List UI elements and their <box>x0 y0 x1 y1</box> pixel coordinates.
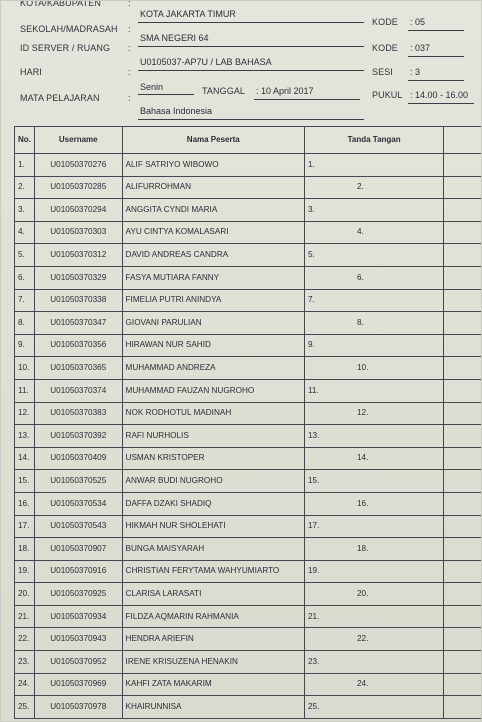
row-number: 15. <box>15 470 35 493</box>
sesi-value: : 3 <box>410 67 421 77</box>
col-header-signature: Tanda Tangan <box>304 127 443 154</box>
row-number: 22. <box>15 628 35 651</box>
row-extra-cell <box>444 538 482 561</box>
table-body <box>15 154 482 719</box>
row-username: U01050370374 <box>34 379 122 402</box>
row-number: 13. <box>15 425 35 448</box>
row-participant-name: HIKMAH NUR SHOLEHATI <box>122 515 304 538</box>
table-row <box>15 266 482 289</box>
table-row <box>15 515 482 538</box>
server-label: ID SERVER / RUANG <box>20 43 111 53</box>
row-signature-slot[interactable]: 12. <box>304 402 443 425</box>
row-username: U01050370329 <box>34 266 122 289</box>
row-extra-cell <box>444 289 482 312</box>
row-extra-cell <box>444 605 482 628</box>
row-extra-cell <box>444 696 482 719</box>
col-header-username: Username <box>34 127 122 154</box>
row-extra-cell <box>444 176 482 199</box>
row-username: U01050370916 <box>34 560 122 583</box>
server-sep: : <box>128 43 131 53</box>
table-row <box>15 425 482 448</box>
row-username: U01050370285 <box>34 176 122 199</box>
table-row <box>15 628 482 651</box>
row-signature-slot[interactable]: 22. <box>304 628 443 651</box>
row-signature-slot[interactable]: 7. <box>304 289 443 312</box>
row-extra-cell <box>444 199 482 222</box>
kota-value: KOTA JAKARTA TIMUR <box>140 9 236 19</box>
row-username: U01050370525 <box>34 470 122 493</box>
row-extra-cell <box>444 651 482 674</box>
row-number: 19. <box>15 560 35 583</box>
row-extra-cell <box>444 334 482 357</box>
table-row <box>15 154 482 177</box>
table-row <box>15 696 482 719</box>
table-row <box>15 379 482 402</box>
row-extra-cell <box>444 266 482 289</box>
row-extra-cell <box>444 628 482 651</box>
row-username: U01050370365 <box>34 357 122 380</box>
hari-label: HARI <box>20 67 42 77</box>
row-participant-name: KAHFI ZATA MAKARIM <box>122 673 304 696</box>
row-number: 2. <box>15 176 35 199</box>
row-signature-slot[interactable]: 9. <box>304 334 443 357</box>
sesi-label: SESI <box>372 67 393 77</box>
row-participant-name: GIOVANI PARULIAN <box>122 312 304 335</box>
row-signature-slot[interactable]: 19. <box>304 560 443 583</box>
row-signature-slot[interactable]: 20. <box>304 583 443 606</box>
row-participant-name: KHAIRUNNISA <box>122 696 304 719</box>
row-username: U01050370383 <box>34 402 122 425</box>
row-signature-slot[interactable]: 24. <box>304 673 443 696</box>
row-participant-name: AYU CINTYA KOMALASARI <box>122 221 304 244</box>
hari-value: Senin <box>140 82 164 92</box>
col-header-no: No. <box>15 127 35 154</box>
row-participant-name: ALIFURROHMAN <box>122 176 304 199</box>
kode1-label: KODE <box>372 17 398 27</box>
row-username: U01050370276 <box>34 154 122 177</box>
row-number: 1. <box>15 154 35 177</box>
row-number: 11. <box>15 379 35 402</box>
table-row <box>15 176 482 199</box>
table-row <box>15 221 482 244</box>
attendance-table <box>14 126 482 719</box>
row-username: U01050370543 <box>34 515 122 538</box>
row-extra-cell <box>444 312 482 335</box>
row-username: U01050370969 <box>34 673 122 696</box>
table-row <box>15 289 482 312</box>
table-row <box>15 583 482 606</box>
table-row <box>15 470 482 493</box>
table-row <box>15 199 482 222</box>
row-signature-slot[interactable]: 16. <box>304 492 443 515</box>
row-username: U01050370978 <box>34 696 122 719</box>
row-signature-slot[interactable]: 14. <box>304 447 443 470</box>
row-number: 9. <box>15 334 35 357</box>
table-row <box>15 312 482 335</box>
row-signature-slot[interactable]: 23. <box>304 651 443 674</box>
row-signature-slot[interactable]: 3. <box>304 199 443 222</box>
row-number: 21. <box>15 605 35 628</box>
row-participant-name: ANWAR BUDI NUGROHO <box>122 470 304 493</box>
table-row <box>15 651 482 674</box>
mapel-label: MATA PELAJARAN <box>20 93 100 103</box>
row-username: U01050370338 <box>34 289 122 312</box>
row-signature-slot[interactable]: 13. <box>304 425 443 448</box>
row-participant-name: MUHAMMAD ANDREZA <box>122 357 304 380</box>
row-number: 14. <box>15 447 35 470</box>
kode2-value: : 037 <box>410 43 431 53</box>
row-extra-cell <box>444 583 482 606</box>
row-signature-slot[interactable]: 1. <box>304 154 443 177</box>
row-participant-name: HIRAWAN NUR SAHID <box>122 334 304 357</box>
row-username: U01050370943 <box>34 628 122 651</box>
mapel-value: Bahasa Indonesia <box>140 106 213 116</box>
row-username: U01050370907 <box>34 538 122 561</box>
row-signature-slot[interactable]: 5. <box>304 244 443 267</box>
table-header-row <box>15 127 482 154</box>
tanggal-value: : 10 April 2017 <box>256 86 314 96</box>
row-username: U01050370347 <box>34 312 122 335</box>
row-number: 25. <box>15 696 35 719</box>
row-participant-name: NOK RODHOTUL MADINAH <box>122 402 304 425</box>
row-signature-slot[interactable]: 15. <box>304 470 443 493</box>
row-username: U01050370392 <box>34 425 122 448</box>
row-username: U01050370925 <box>34 583 122 606</box>
row-extra-cell <box>444 425 482 448</box>
row-number: 8. <box>15 312 35 335</box>
mapel-underline <box>138 119 364 120</box>
sekolah-value: SMA NEGERI 64 <box>140 33 209 43</box>
row-participant-name: USMAN KRISTOPER <box>122 447 304 470</box>
row-participant-name: MUHAMMAD FAUZAN NUGROHO <box>122 379 304 402</box>
kode2-label: KODE <box>372 43 398 53</box>
row-participant-name: DAFFA DZAKI SHADIQ <box>122 492 304 515</box>
tanggal-label: TANGGAL <box>202 86 246 96</box>
table-row <box>15 447 482 470</box>
row-participant-name: FASYA MUTIARA FANNY <box>122 266 304 289</box>
row-number: 23. <box>15 651 35 674</box>
sekolah-label: SEKOLAH/MADRASAH <box>20 24 118 34</box>
row-signature-slot[interactable]: 2. <box>304 176 443 199</box>
row-number: 4. <box>15 221 35 244</box>
row-number: 3. <box>15 199 35 222</box>
tanggal-underline <box>254 99 360 100</box>
table-row <box>15 538 482 561</box>
kode1-value: : 05 <box>410 17 426 27</box>
pukul-label: PUKUL <box>372 90 403 100</box>
col-header-extra <box>444 127 482 154</box>
row-extra-cell <box>444 244 482 267</box>
col-header-name: Nama Peserta <box>122 127 304 154</box>
table-row <box>15 334 482 357</box>
row-participant-name: FILDZA AQMARIN RAHMANIA <box>122 605 304 628</box>
row-participant-name: CLARISA LARASATI <box>122 583 304 606</box>
mapel-sep: : <box>128 93 131 103</box>
row-participant-name: IRENE KRISUZENA HENAKIN <box>122 651 304 674</box>
sekolah-underline <box>138 46 364 47</box>
row-participant-name: RAFI NURHOLIS <box>122 425 304 448</box>
row-number: 16. <box>15 492 35 515</box>
row-username: U01050370294 <box>34 199 122 222</box>
row-extra-cell <box>444 470 482 493</box>
table-row <box>15 244 482 267</box>
table-row <box>15 492 482 515</box>
table-row <box>15 560 482 583</box>
row-participant-name: BUNGA MAISYARAH <box>122 538 304 561</box>
kota-underline <box>138 22 364 23</box>
row-username: U01050370312 <box>34 244 122 267</box>
row-username: U01050370934 <box>34 605 122 628</box>
row-signature-slot[interactable]: 25. <box>304 696 443 719</box>
row-username: U01050370356 <box>34 334 122 357</box>
row-signature-slot[interactable]: 6. <box>304 266 443 289</box>
hari-sep: : <box>128 67 131 77</box>
row-signature-slot[interactable]: 18. <box>304 538 443 561</box>
row-participant-name: DAVID ANDREAS CANDRA <box>122 244 304 267</box>
row-number: 6. <box>15 266 35 289</box>
row-extra-cell <box>444 673 482 696</box>
row-number: 7. <box>15 289 35 312</box>
row-participant-name: FIMELIA PUTRI ANINDYA <box>122 289 304 312</box>
table-row <box>15 402 482 425</box>
row-extra-cell <box>444 447 482 470</box>
row-signature-slot[interactable]: 8. <box>304 312 443 335</box>
server-underline <box>138 70 364 71</box>
sekolah-sep: : <box>128 24 131 34</box>
row-extra-cell <box>444 221 482 244</box>
pukul-value: : 14.00 - 16.00 <box>410 90 469 100</box>
row-participant-name: ALIF SATRIYO WIBOWO <box>122 154 304 177</box>
row-username: U01050370952 <box>34 651 122 674</box>
row-number: 5. <box>15 244 35 267</box>
kota-sep: : <box>128 0 131 8</box>
hari-underline <box>138 94 194 95</box>
row-number: 12. <box>15 402 35 425</box>
row-participant-name: HENDRA ARIEFIN <box>122 628 304 651</box>
row-extra-cell <box>444 379 482 402</box>
table-row <box>15 673 482 696</box>
row-extra-cell <box>444 560 482 583</box>
kode1-underline <box>408 30 464 31</box>
row-number: 24. <box>15 673 35 696</box>
table-row <box>15 605 482 628</box>
table-row <box>15 357 482 380</box>
row-username: U01050370409 <box>34 447 122 470</box>
row-extra-cell <box>444 492 482 515</box>
row-signature-slot[interactable]: 4. <box>304 221 443 244</box>
kode2-underline <box>408 56 464 57</box>
row-number: 18. <box>15 538 35 561</box>
row-username: U01050370534 <box>34 492 122 515</box>
row-signature-slot[interactable]: 10. <box>304 357 443 380</box>
row-signature-slot[interactable]: 21. <box>304 605 443 628</box>
row-number: 20. <box>15 583 35 606</box>
kota-label: KOTA/KABUPATEN <box>20 0 101 8</box>
row-number: 10. <box>15 357 35 380</box>
row-number: 17. <box>15 515 35 538</box>
row-extra-cell <box>444 515 482 538</box>
row-participant-name: ANGGITA CYNDI MARIA <box>122 199 304 222</box>
row-extra-cell <box>444 402 482 425</box>
pukul-underline <box>408 103 474 104</box>
row-signature-slot[interactable]: 11. <box>304 379 443 402</box>
row-participant-name: CHRISTIAN FERYTAMA WAHYUMIARTO <box>122 560 304 583</box>
row-extra-cell <box>444 357 482 380</box>
server-value: U0105037-AP7U / LAB BAHASA <box>140 57 272 67</box>
row-extra-cell <box>444 154 482 177</box>
row-signature-slot[interactable]: 17. <box>304 515 443 538</box>
row-username: U01050370303 <box>34 221 122 244</box>
sesi-underline <box>408 80 464 81</box>
